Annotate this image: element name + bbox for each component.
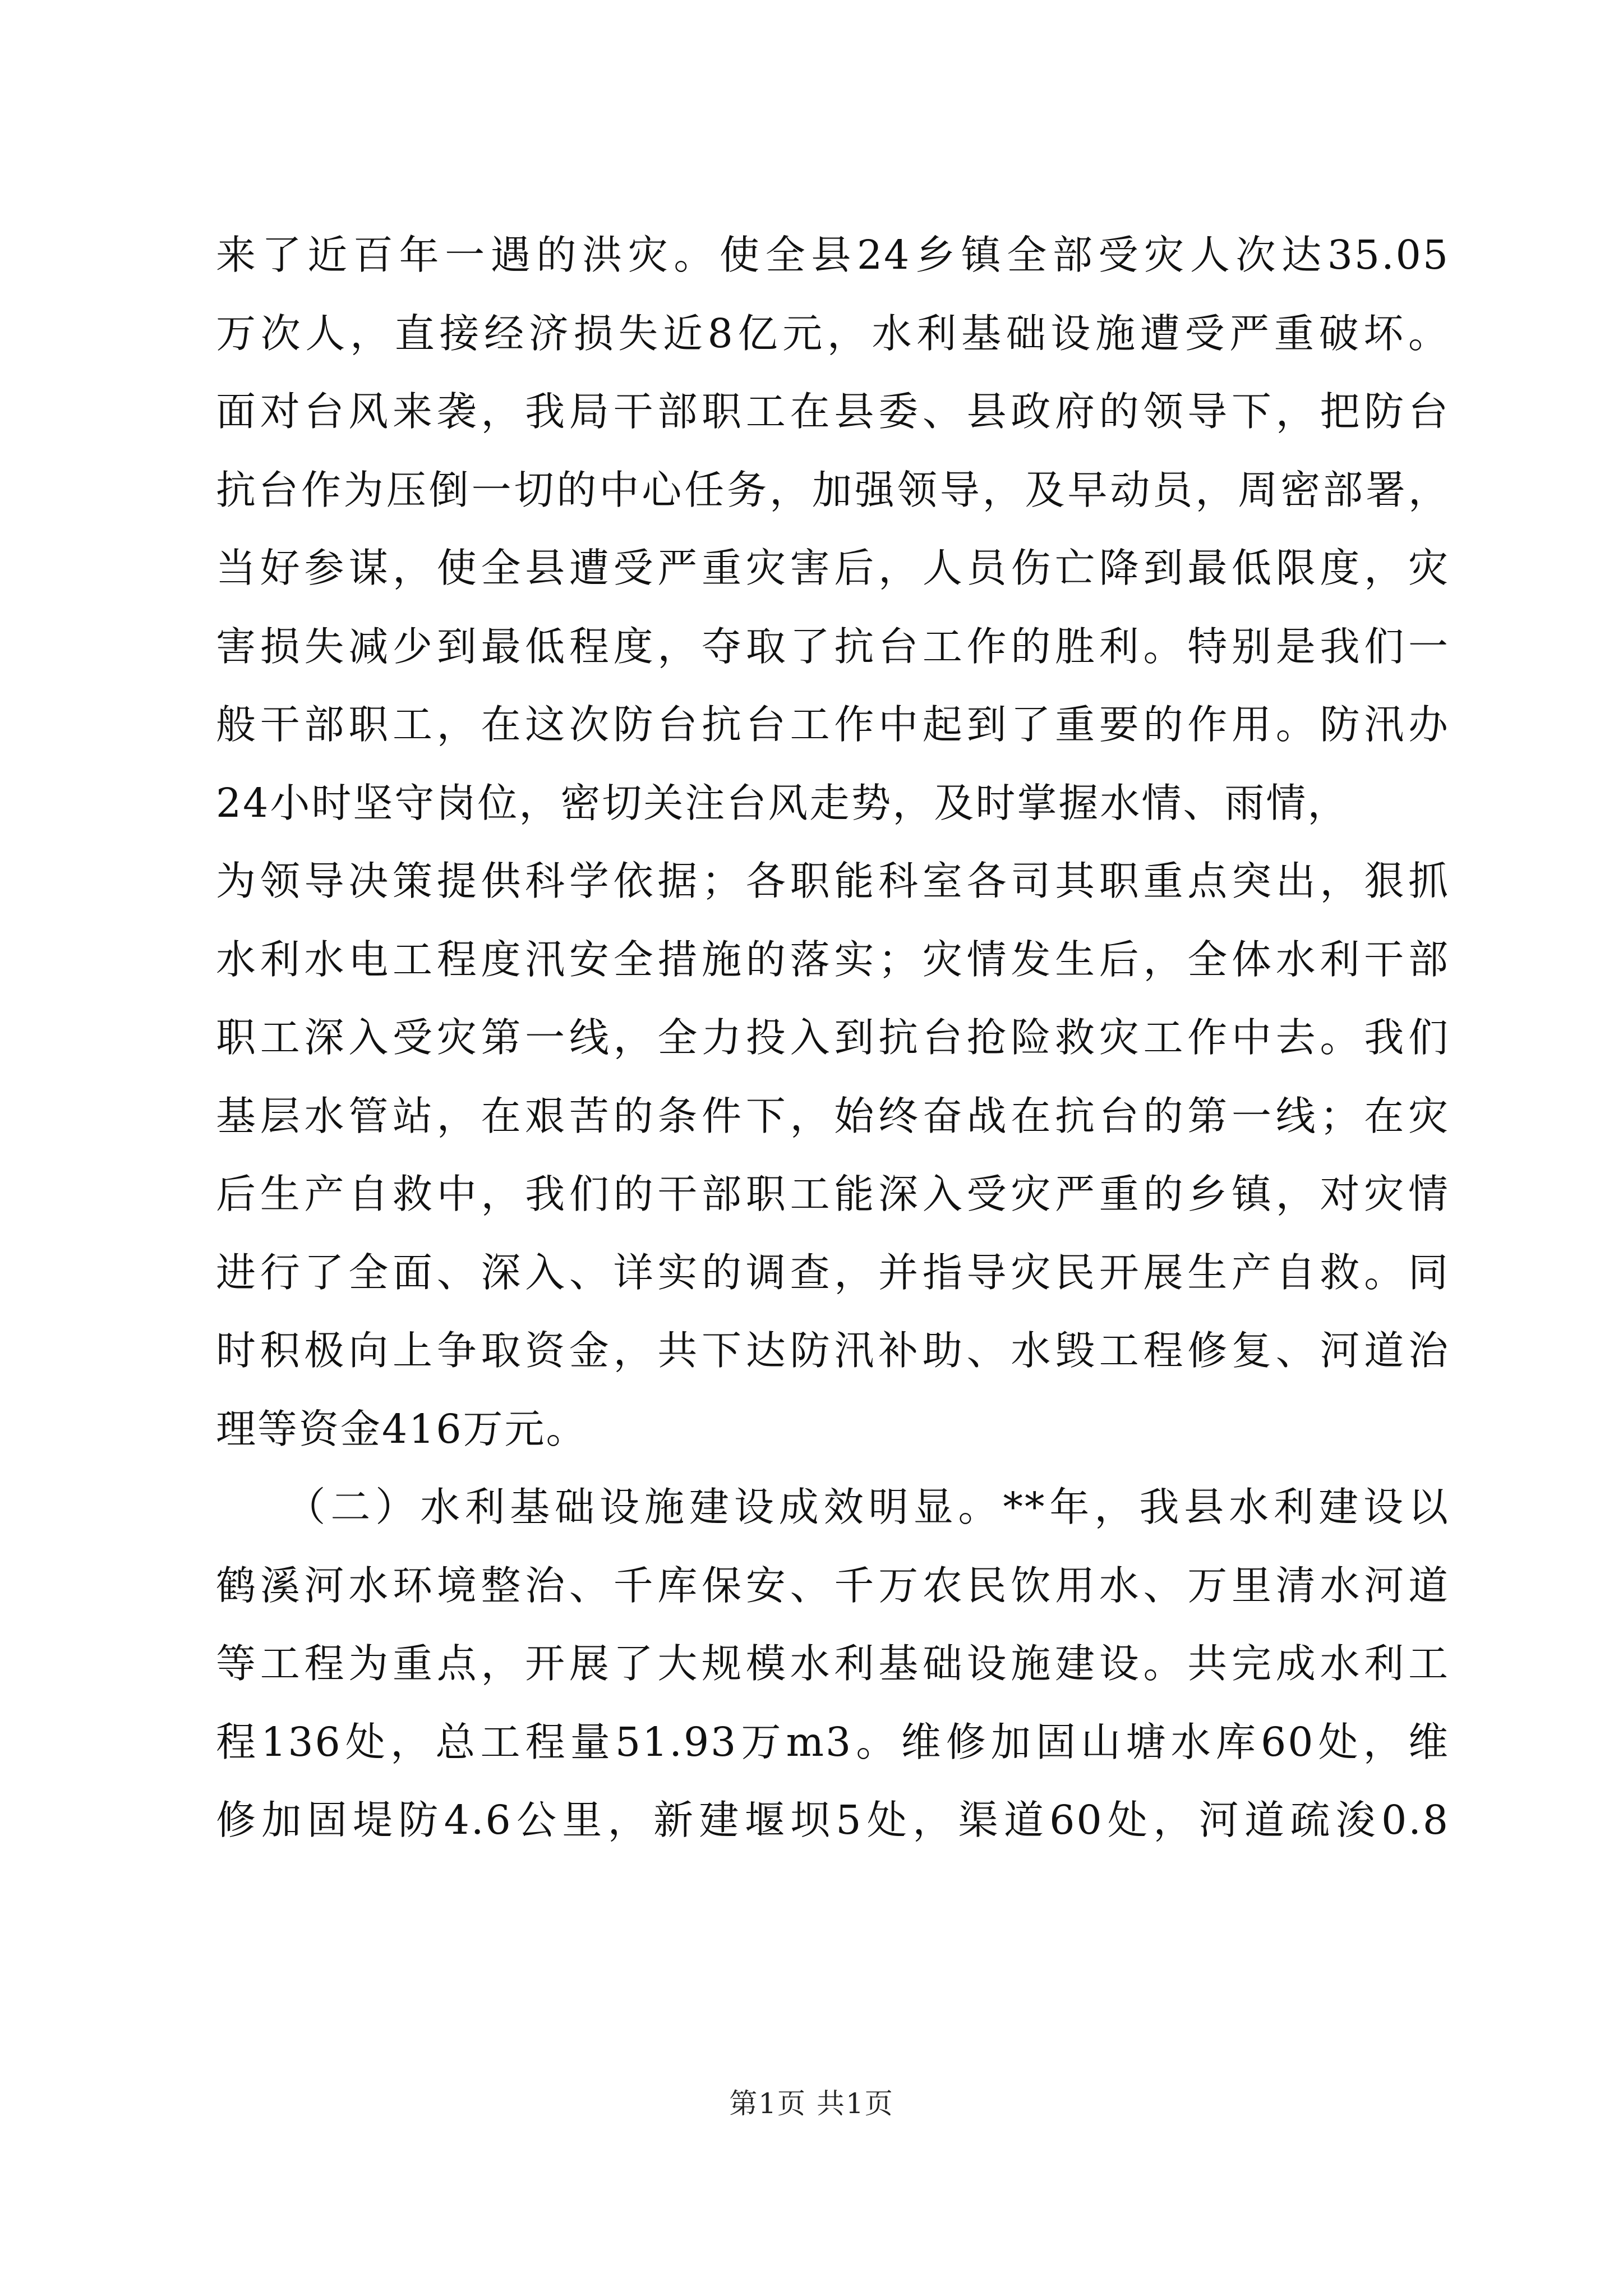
text-line: 为领导决策提供科学依据；各职能科室各司其职重点突出，狠抓 bbox=[216, 858, 1450, 904]
text-line: 职工深入受灾第一线，全力投入到抗台抢险救灾工作中去。我们 bbox=[216, 1014, 1450, 1061]
text-line: （二）水利基础设施建设成效明显。**年，我县水利建设以 bbox=[216, 1484, 1450, 1530]
text-line: 修加固堤防4.6公里，新建堰坝5处，渠道60处，河道疏浚0.8 bbox=[216, 1797, 1450, 1843]
text-line: 基层水管站，在艰苦的条件下，始终奋战在抗台的第一线；在灾 bbox=[216, 1092, 1450, 1139]
document-body bbox=[216, 216, 1450, 1860]
text-line: 万次人，直接经济损失近8亿元，水利基础设施遭受严重破坏。 bbox=[216, 310, 1450, 357]
text-line: 时积极向上争取资金，共下达防汛补助、水毁工程修复、河道治 bbox=[216, 1327, 1450, 1374]
text-line: 当好参谋，使全县遭受严重灾害后，人员伤亡降到最低限度，灾 bbox=[216, 545, 1450, 591]
text-line: 般干部职工，在这次防台抗台工作中起到了重要的作用。防汛办 bbox=[216, 701, 1450, 748]
page-number-footer: 第1页 共1页 bbox=[729, 2087, 894, 2120]
text-line: 等工程为重点，开展了大规模水利基础设施建设。共完成水利工 bbox=[216, 1640, 1450, 1687]
text-line: 理等资金416万元。 bbox=[216, 1405, 588, 1452]
text-line: 来了近百年一遇的洪灾。使全县24乡镇全部受灾人次达35.05 bbox=[216, 232, 1450, 278]
text-line: 抗台作为压倒一切的中心任务，加强领导，及早动员，周密部署， bbox=[216, 466, 1450, 513]
text-line: 面对台风来袭，我局干部职工在县委、县政府的领导下，把防台 bbox=[216, 388, 1450, 435]
text-line: 后生产自救中，我们的干部职工能深入受灾严重的乡镇，对灾情 bbox=[216, 1171, 1450, 1217]
text-line: 24小时坚守岗位，密切关注台风走势，及时掌握水情、雨情， bbox=[216, 779, 1349, 826]
text-line: 进行了全面、深入、详实的调查，并指导灾民开展生产自救。同 bbox=[216, 1249, 1450, 1296]
text-line: 害损失减少到最低程度，夺取了抗台工作的胜利。特别是我们一 bbox=[216, 623, 1450, 670]
text-line: 水利水电工程度汛安全措施的落实；灾情发生后，全体水利干部 bbox=[216, 936, 1450, 983]
text-line: 鹤溪河水环境整治、千库保安、千万农民饮用水、万里清水河道 bbox=[216, 1562, 1450, 1609]
text-line: 程136处，总工程量51.93万m3。维修加固山塘水库60处，维 bbox=[216, 1718, 1450, 1765]
